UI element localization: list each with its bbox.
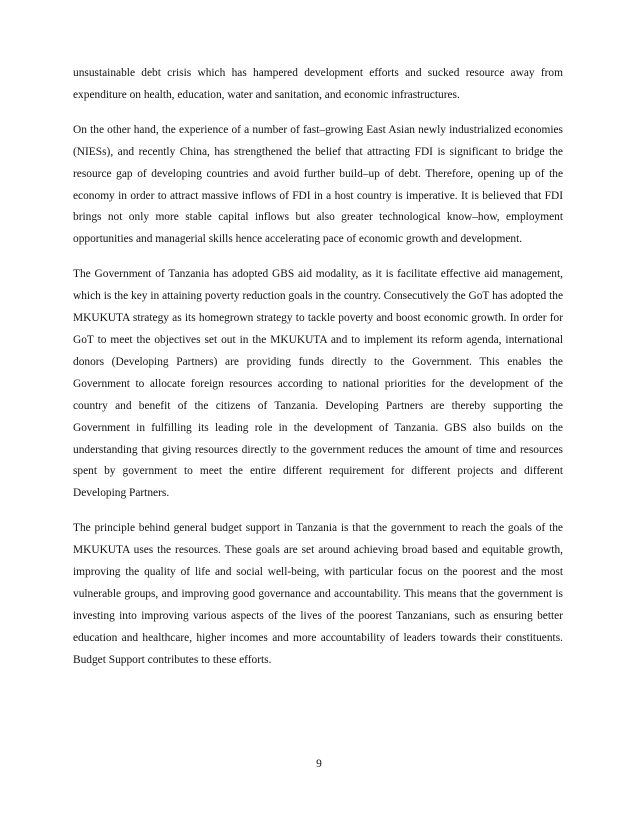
paragraph-fdi: On the other hand, the experience of a number of fast–growing East Asian newly industrialized economies (NIESs), and recently China, has strengthened the belief that attracting FDI is significant to bridge the resource gap of developing countries and avoid further build–up of debt. Therefore, opening up of the economy in order to attract massive inflows of FDI in a host country is imperative. It is believed that FDI brings not only more stable capital inflows but also greater technological know–how, employment opportunities and managerial skills hence accelerating pace of economic growth and development. bbox=[73, 123, 563, 246]
body-text bbox=[73, 63, 563, 672]
paragraph-gbs: The Government of Tanzania has adopted GBS aid modality, as it is facilitate effective aid management, which is the key in attaining poverty reduction goals in the country. Consecutively the GoT has adopted the MKUKUTA strategy as its homegrown strategy to tackle poverty and boost economic growth. In order for GoT to meet the objectives set out in the MKUKUTA and to implement its reform agenda, international donors (Developing Partners) are providing funds directly to the Government. This enables the Government to allocate foreign resources according to national priorities for the development of the country and benefit of the citizens of Tanzania. Developing Partners are thereby supporting the Government in fulfilling its leading role in the development of Tanzania. GBS also builds on the understanding that giving resources directly to the government reduces the amount of time and resources spent by government to meet the entire different requirement for different projects and different Developing Partners. bbox=[73, 268, 563, 500]
paragraph-budget-support: The principle behind general budget support in Tanzania is that the government to reach the goals of the MKUKUTA uses the resources. These goals are set around achieving broad based and equitable growth, improving the quality of life and social well-being, with particular focus on the poorest and the most vulnerable groups, and improving good governance and accountability. This means that the government is investing into improving various aspects of the lives of the poorest Tanzanians, such as ensuring better education and healthcare, higher incomes and more accountability of leaders towards their constituents. Budget Support contributes to these efforts. bbox=[73, 522, 563, 666]
page-number: 9 bbox=[316, 758, 322, 770]
paragraph-debt-crisis: unsustainable debt crisis which has hampered development efforts and sucked resource away from expenditure on health, education, water and sanitation, and economic infrastructures. bbox=[73, 67, 563, 101]
